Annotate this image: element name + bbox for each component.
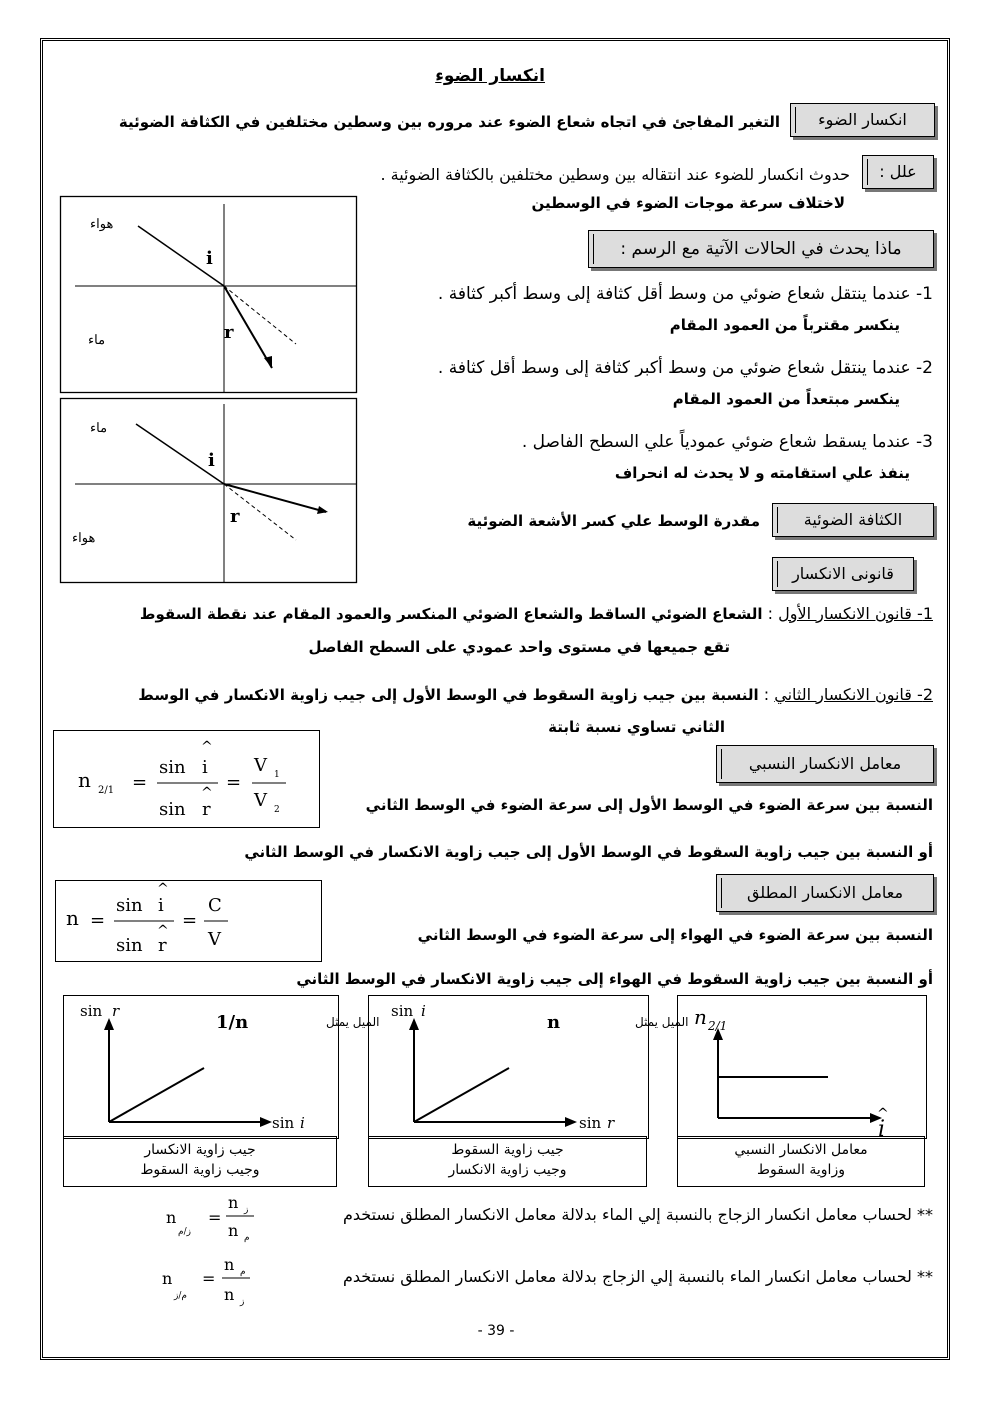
law-2-text: النسبة بين جيب زاوية السقوط في الوسط الأول إلى جيب زاوية الانكسار في الوسط <box>138 686 759 704</box>
svg-text:=: = <box>226 772 242 793</box>
graph-1-line <box>109 1068 204 1122</box>
law-1-text-continued: تقع جميعها في مستوى واحد عمودي على السطح الفاصل <box>308 638 730 656</box>
graph-sin-r-vs-sin-i <box>63 995 380 1139</box>
svg-text:الميل يمثل: الميل يمثل <box>326 1015 380 1029</box>
svg-text:1/n: 1/n <box>216 1012 249 1033</box>
svg-text:=: = <box>132 772 148 793</box>
relative-index-def-1: النسبة بين سرعة الضوء في الوسط الأول إلى سرعة الضوء في الوسط الثاني <box>365 796 933 814</box>
svg-text:2/1: 2/1 <box>708 1019 728 1033</box>
note-2: ** لحساب معامل انكسار الماء بالنسبة إلي الزجاج بدلالة معامل الانكسار المطلق نستخدم <box>342 1267 933 1286</box>
case-1-question: 1- عندما ينتقل شعاع ضوئي من وسط أقل كثافة إلى وسط أكبر كثافة . <box>437 284 933 304</box>
svg-text:i: i <box>202 757 208 778</box>
absolute-index-def-1: النسبة بين سرعة الضوء في الهواء إلى سرعة الضوء في الوسط الثاني <box>417 926 933 944</box>
svg-text:1: 1 <box>274 770 280 780</box>
graph-3-caption: معامل الانكسار النسبي وزاوية السقوط <box>677 1136 925 1187</box>
label-water-2: ماء <box>90 421 108 436</box>
label-r-1: r <box>224 322 234 343</box>
term-box-optical-density: الكثافة الضوئية <box>772 503 934 537</box>
svg-text:sin: sin <box>579 1114 602 1132</box>
svg-text:sin: sin <box>159 757 186 778</box>
svg-text:i: i <box>878 1117 886 1142</box>
note-1: ** لحساب معامل انكسار الزجاج بالنسبة إلي الماء بدلالة معامل الانكسار المطلق نستخدم <box>342 1205 933 1224</box>
svg-text:r: r <box>202 799 211 820</box>
svg-text:V: V <box>254 755 267 776</box>
formula-relative-index <box>53 730 320 828</box>
relative-index-def-2: أو النسبة بين جيب زاوية السقوط في الوسط الأول إلى جيب زاوية الانكسار في الوسط الثاني <box>244 843 933 861</box>
svg-text:^: ^ <box>157 881 169 897</box>
page-number: - 39 - <box>477 1323 515 1339</box>
case-2-question: 2- عندما ينتقل شعاع ضوئي من وسط أكبر كثافة إلى وسط أقل كثافة . <box>437 358 933 378</box>
label-air-2: هواء <box>72 531 96 546</box>
label-r-2: r <box>230 506 240 527</box>
law-1-block: 1- قانون الانكسار الأول : الشعاع الضوئي الساقط والشعاع الضوئي المنكسر والعمود المقام عند نقطة السقوط <box>139 604 933 623</box>
svg-text:n: n <box>78 768 91 792</box>
svg-text:V: V <box>208 929 221 950</box>
note-1-formula <box>162 1190 267 1242</box>
graph-2-caption: جيب زاوية السقوط وجيب زاوية الانكسار <box>368 1136 647 1187</box>
svg-text:C: C <box>208 895 222 916</box>
svg-text:=: = <box>90 910 106 931</box>
graph-1-caption: جيب زاوية الانكسار وجيب زاوية السقوط <box>63 1136 337 1187</box>
label-water-1: ماء <box>88 333 106 348</box>
graph-n-vs-i <box>677 995 927 1142</box>
case-3-answer: ينفذ علي استقامته و لا يحدث له انحراف <box>614 464 910 482</box>
svg-text:ز: ز <box>240 1297 245 1307</box>
svg-text:sin: sin <box>116 935 143 956</box>
label-i-2: i <box>208 450 215 471</box>
reason-answer: لاختلاف سرعة موجات الضوء في الوسطين <box>531 194 845 212</box>
svg-text:i: i <box>158 895 164 916</box>
svg-text:2: 2 <box>274 805 280 815</box>
absolute-index-def-2: أو النسبة بين جيب زاوية السقوط في الهواء إلى جيب زاوية الانكسار في الوسط الثاني <box>296 970 933 988</box>
reason-label-box: علل : <box>862 155 934 189</box>
cases-header-box: ماذا يحدث في الحالات الآتية مع الرسم : <box>588 230 934 268</box>
page-title: انكسار الضوء <box>435 66 545 86</box>
svg-text:^: ^ <box>877 1106 889 1122</box>
label-air-1: هواء <box>90 217 114 232</box>
svg-text:r: r <box>112 1002 120 1020</box>
graph-2-line <box>414 1068 509 1122</box>
svg-text:sin: sin <box>391 1002 414 1020</box>
svg-text:sin: sin <box>116 895 143 916</box>
svg-text:n: n <box>224 1285 235 1304</box>
svg-text:n: n <box>162 1269 173 1288</box>
svg-text:=: = <box>182 910 198 931</box>
term-box-absolute-index: معامل الانكسار المطلق <box>716 874 934 912</box>
svg-text:=: = <box>202 1269 216 1288</box>
law-2-block: 2- قانون الانكسار الثاني : النسبة بين جيب زاوية السقوط في الوسط الأول إلى جيب زاوية الانكسار في الوسط <box>138 685 933 704</box>
svg-text:r: r <box>158 935 167 956</box>
svg-text:ز/م: ز/م <box>178 1227 191 1237</box>
reason-question: حدوث انكسار للضوء عند انتقاله بين وسطين مختلفين بالكثافة الضوئية . <box>380 165 850 184</box>
svg-text:sin: sin <box>272 1114 295 1132</box>
formula-absolute-index <box>55 880 322 962</box>
svg-text:2/1: 2/1 <box>98 785 115 796</box>
svg-text:n: n <box>694 1005 707 1029</box>
formula-relative-svg <box>54 731 319 827</box>
svg-text:^: ^ <box>201 785 213 801</box>
svg-text:^: ^ <box>157 923 169 939</box>
note-2-formula <box>158 1254 263 1310</box>
formula-absolute-svg <box>56 881 321 961</box>
svg-text:n: n <box>224 1255 235 1274</box>
laws-header-box: قانونى الانكسار <box>772 557 914 591</box>
diagram-air-to-water <box>60 196 358 394</box>
svg-text:الميل يمثل: الميل يمثل <box>635 1015 689 1029</box>
svg-text:V: V <box>254 790 267 811</box>
svg-text:sin: sin <box>80 1002 103 1020</box>
svg-text:=: = <box>208 1208 222 1227</box>
svg-text:r: r <box>607 1114 615 1132</box>
svg-text:n: n <box>166 1208 177 1227</box>
law-2-text-continued: الثاني تساوي نسبة ثابتة <box>548 718 725 736</box>
term-box-relative-index: معامل الانكسار النسبي <box>716 745 934 783</box>
svg-text:n: n <box>547 1012 561 1033</box>
term-box-refraction: انكسار الضوء <box>790 103 935 137</box>
svg-text:ز: ز <box>244 1205 249 1215</box>
svg-text:n: n <box>228 1221 239 1240</box>
svg-text:^: ^ <box>201 739 213 755</box>
case-2-answer: ينكسر مبتعداً من العمود المقام <box>672 390 900 408</box>
svg-text:n: n <box>66 906 79 930</box>
svg-text:n: n <box>228 1193 239 1212</box>
law-2-label: 2- قانون الانكسار الثاني <box>774 685 933 704</box>
svg-text:i: i <box>421 1002 426 1020</box>
definition-refraction: التغير المفاجئ في اتجاه شعاع الضوء عند مروره بين وسطين مختلفين في الكثافة الضوئية <box>118 113 780 131</box>
law-1-text: الشعاع الضوئي الساقط والشعاع الضوئي المنكسر والعمود المقام عند نقطة السقوط <box>139 605 763 623</box>
diagram-water-to-air <box>60 398 358 584</box>
label-i-1: i <box>206 248 213 269</box>
svg-text:م: م <box>240 1267 246 1277</box>
law-1-label: 1- قانون الانكسار الأول <box>778 604 933 623</box>
graph-sin-i-vs-sin-r <box>368 995 689 1139</box>
case-1-answer: ينكسر مقترباً من العمود المقام <box>669 316 900 334</box>
svg-text:i: i <box>300 1114 305 1132</box>
svg-text:م: م <box>244 1233 250 1243</box>
case-3-question: 3- عندما يسقط شعاع ضوئي عمودياً علي السطح الفاصل . <box>521 432 933 452</box>
definition-optical-density: مقدرة الوسط علي كسر الأشعة الضوئية <box>467 512 760 530</box>
svg-text:sin: sin <box>159 799 186 820</box>
svg-text:م/ز: م/ز <box>174 1291 187 1301</box>
